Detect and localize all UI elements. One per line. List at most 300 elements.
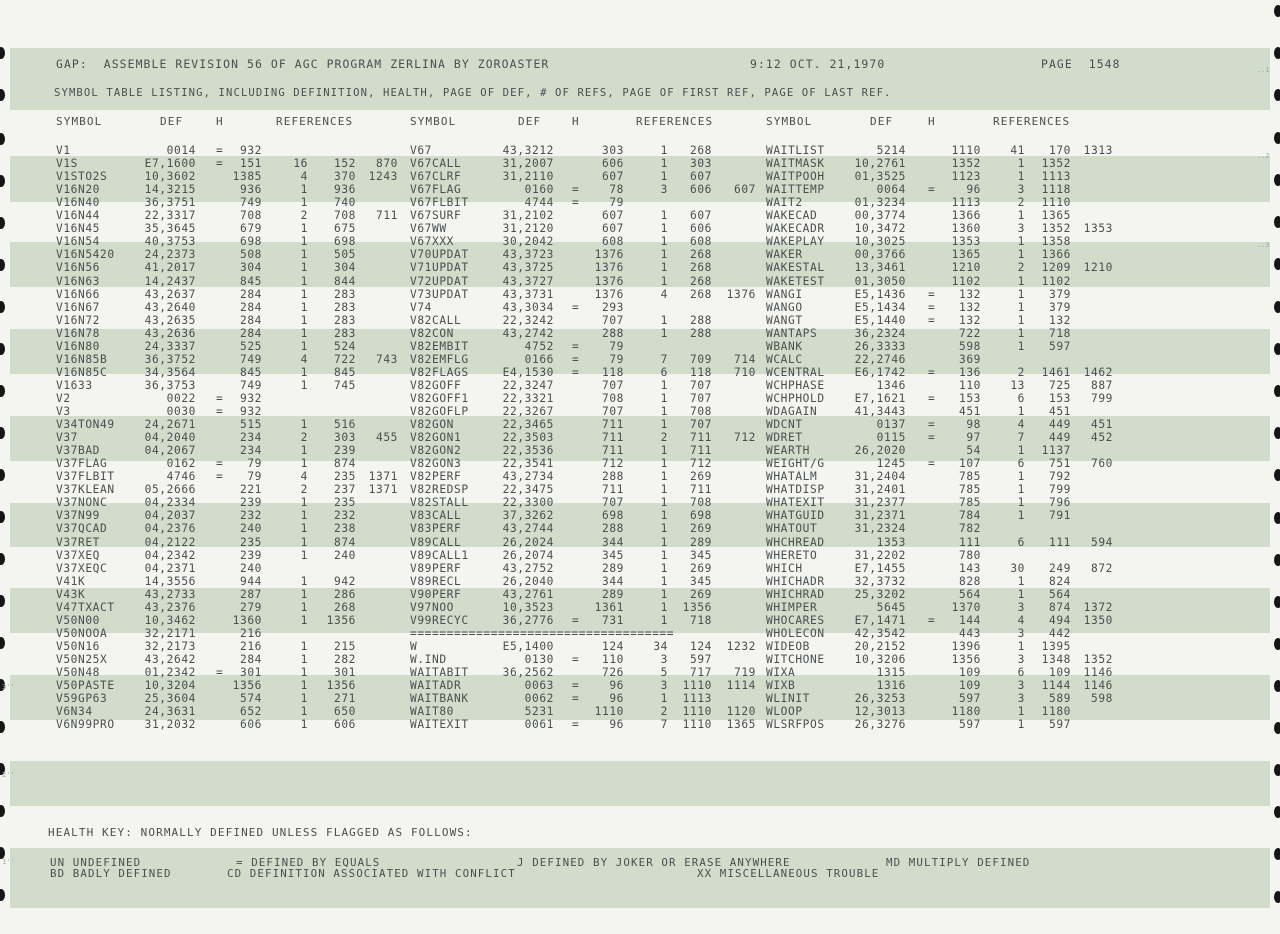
page-of-def: 711 [601, 418, 624, 432]
definition: E5,1400 [502, 639, 554, 653]
symbol-name: V89CALL [410, 535, 462, 549]
definition: 36,2324 [854, 326, 906, 340]
ref-count: 1 [660, 483, 668, 497]
table-row [0, 483, 1280, 496]
ref-count: 1 [1017, 574, 1025, 588]
ref-count: 1 [300, 365, 308, 379]
definition: 32,2171 [144, 626, 196, 640]
health-flag: = [928, 431, 936, 445]
health-flag: = [572, 183, 580, 197]
definition: 43,2636 [144, 326, 196, 340]
definition: 22,3247 [502, 378, 554, 392]
page-of-def: 1110 [951, 144, 981, 157]
ref-count: 1 [300, 274, 308, 288]
symbol-name: V50N48 [56, 666, 101, 679]
page-of-def: 124 [601, 639, 624, 653]
page-of-def: 845 [239, 274, 262, 288]
feed-hole [1274, 806, 1280, 818]
ref-count: 1 [300, 196, 308, 210]
page-of-def: 607 [601, 170, 624, 184]
page-of-def: 607 [601, 209, 624, 223]
ref-count: 1 [300, 548, 308, 562]
first-ref-page: 1110 [1041, 196, 1071, 210]
first-ref-page: 271 [333, 692, 356, 706]
page-of-def: 1376 [594, 261, 624, 275]
definition: 31,2102 [502, 209, 554, 223]
col-header-symbol: SYMBOL [766, 115, 813, 128]
table-row [0, 353, 1280, 366]
table-row [0, 601, 1280, 614]
page-of-def: 608 [601, 235, 624, 249]
ref-count: 1 [300, 287, 308, 301]
first-ref-page: 282 [333, 652, 356, 666]
symbol-name: V1S [56, 157, 79, 171]
table-row [0, 614, 1280, 627]
table-row [0, 457, 1280, 470]
first-ref-page: 597 [1048, 718, 1071, 732]
ref-count: 1 [1017, 639, 1025, 653]
symbol-name: V82REDSP [410, 483, 469, 497]
first-ref-page: 1180 [1041, 705, 1071, 719]
last-ref-page: 799 [1090, 391, 1113, 405]
ref-count: 1 [300, 235, 308, 249]
page-of-def: 525 [239, 339, 262, 353]
definition: 1316 [876, 679, 906, 693]
health-flag: = [572, 613, 580, 627]
health-flag: = [216, 457, 224, 471]
definition: 22,3321 [502, 391, 554, 405]
table-row [0, 301, 1280, 314]
last-ref-page: 598 [1090, 692, 1113, 706]
definition: 1353 [876, 535, 906, 549]
ref-count: 7 [660, 352, 668, 366]
page-of-def: 1376 [594, 287, 624, 301]
ref-count: 1 [1017, 209, 1025, 223]
definition: 36,2776 [502, 613, 554, 627]
symbol-name: V82GON1 [410, 431, 462, 445]
page-of-def: 932 [239, 405, 262, 418]
last-ref-page: 1243 [368, 170, 398, 184]
symbol-name: V3 [56, 405, 71, 418]
definition: E7,1600 [144, 157, 196, 171]
definition: 10,3602 [144, 170, 196, 184]
symbol-name: WAITPOOH [766, 170, 825, 184]
first-ref-page: 874 [333, 535, 356, 549]
health-flag: = [928, 183, 936, 197]
definition: 14,3215 [144, 183, 196, 197]
ref-count: 16 [293, 157, 308, 171]
symbol-name: V16N80 [56, 339, 101, 353]
symbol-name: V83PERF [410, 522, 462, 536]
ref-count: 1 [660, 509, 668, 523]
last-ref-page: 1462 [1083, 365, 1113, 379]
first-ref-page: 1102 [1041, 274, 1071, 288]
definition: E4,1530 [502, 365, 554, 379]
first-ref-page: 711 [689, 431, 712, 445]
definition: 43,3731 [502, 287, 554, 301]
symbol-name: WHATEXIT [766, 496, 825, 510]
page-of-def: 54 [966, 444, 981, 458]
ref-count: 1 [1017, 718, 1025, 732]
symbol-name: V67FLAG [410, 183, 462, 197]
page-of-def: 221 [239, 483, 262, 497]
symbol-name: WAIT2 [766, 196, 803, 210]
definition: 32,2173 [144, 639, 196, 653]
first-ref-page: 283 [333, 287, 356, 301]
page-of-def: 288 [601, 470, 624, 484]
symbol-name: V43K [56, 587, 86, 601]
page-of-def: 443 [958, 626, 981, 640]
first-ref-page: 717 [689, 666, 712, 679]
page-of-def: 698 [239, 235, 262, 249]
ref-count: 1 [1017, 405, 1025, 418]
ref-count: 3 [1017, 652, 1025, 666]
first-ref-page: 1356 [682, 600, 712, 614]
page-of-def: 216 [239, 639, 262, 653]
symbol-name: V37NONC [56, 496, 108, 510]
health-flag: = [572, 300, 580, 314]
first-ref-page: 824 [1048, 574, 1071, 588]
page-of-def: 344 [601, 535, 624, 549]
margin-mark: 2'' [2, 771, 15, 779]
page-of-def: 828 [958, 574, 981, 588]
page-of-def: 1366 [951, 209, 981, 223]
table-row [0, 627, 1280, 640]
definition: 12,3013 [854, 705, 906, 719]
first-ref-page: 597 [1048, 339, 1071, 353]
first-ref-page: 1110 [682, 705, 712, 719]
health-flag: = [928, 300, 936, 314]
page-of-def: 287 [239, 587, 262, 601]
first-ref-page: 1395 [1041, 639, 1071, 653]
first-ref-page: 607 [689, 170, 712, 184]
feed-hole [1274, 764, 1280, 776]
health-key-un: UN UNDEFINED [50, 856, 142, 869]
page-of-def: 284 [239, 326, 262, 340]
definition: 0063 [524, 679, 554, 693]
ref-count: 1 [660, 144, 668, 157]
first-ref-page: 874 [333, 457, 356, 471]
last-ref-page: 1353 [1083, 222, 1113, 236]
definition: 05,2666 [144, 483, 196, 497]
symbol-name: V1633 [56, 378, 93, 392]
first-ref-page: 725 [1048, 378, 1071, 392]
first-ref-page: 109 [1048, 666, 1071, 679]
health-key-bd: BD BADLY DEFINED [50, 867, 172, 880]
page-of-def: 96 [609, 679, 624, 693]
symbol-name: V82GOFF [410, 378, 462, 392]
ref-count: 1 [660, 561, 668, 575]
definition: 1315 [876, 666, 906, 679]
definition: 4744 [524, 196, 554, 210]
definition: 26,3253 [854, 692, 906, 706]
page-of-def: 1361 [594, 600, 624, 614]
ref-count: 6 [1017, 391, 1025, 405]
page-of-def: 711 [601, 444, 624, 458]
definition: 5214 [876, 144, 906, 157]
definition: 24,3337 [144, 339, 196, 353]
table-row [0, 235, 1280, 248]
page-of-def: 1113 [951, 196, 981, 210]
definition: 04,2334 [144, 496, 196, 510]
run-timestamp: 9:12 OCT. 21,1970 [750, 57, 886, 71]
first-ref-page: 1137 [1041, 444, 1071, 458]
table-row [0, 314, 1280, 327]
table-row [0, 340, 1280, 353]
definition: 0030 [166, 405, 196, 418]
margin-mark: ..1 [1257, 66, 1270, 74]
first-ref-page: 303 [333, 431, 356, 445]
definition: E7,1621 [854, 391, 906, 405]
health-flag: = [216, 470, 224, 484]
symbol-name: WHIMPER [766, 600, 818, 614]
page-of-def: 235 [239, 535, 262, 549]
page-of-def: 79 [609, 196, 624, 210]
ref-count: 1 [660, 209, 668, 223]
definition: 22,2746 [854, 352, 906, 366]
col-header-references: REFERENCES [636, 115, 714, 128]
ref-count: 1 [300, 535, 308, 549]
table-row [0, 157, 1280, 170]
first-ref-page: 286 [333, 587, 356, 601]
symbol-name: WBANK [766, 339, 803, 353]
page-of-def: 303 [601, 144, 624, 157]
symbol-name: V1STO2S [56, 170, 108, 184]
symbol-name: V37FLBIT [56, 470, 115, 484]
page-of-def: 144 [958, 613, 981, 627]
first-ref-page: 799 [1048, 483, 1071, 497]
page-of-def: 109 [958, 679, 981, 693]
last-ref-page: 1371 [368, 470, 398, 484]
ref-count: 1 [660, 470, 668, 484]
symbol-name: WHATALM [766, 470, 818, 484]
symbol-name: V16N66 [56, 287, 101, 301]
definition: 10,3462 [144, 613, 196, 627]
margin-mark: ..2 [1257, 152, 1270, 160]
symbol-name: V16N67 [56, 300, 101, 314]
page-of-def: 97 [966, 431, 981, 445]
ref-count: 4 [300, 170, 308, 184]
ref-count: 1 [300, 705, 308, 719]
page-of-def: 606 [239, 718, 262, 732]
ref-count: 1 [300, 600, 308, 614]
first-ref-page: 650 [333, 705, 356, 719]
page-of-def: 240 [239, 522, 262, 536]
col-header-h: H [216, 115, 224, 128]
symbol-name: WHERETO [766, 548, 818, 562]
first-ref-page: 708 [689, 405, 712, 418]
first-ref-page: 751 [1048, 457, 1071, 471]
health-key-joker: J DEFINED BY JOKER OR ERASE ANYWHERE [517, 856, 791, 869]
first-ref-page: 791 [1048, 509, 1071, 523]
definition: 10,2761 [854, 157, 906, 171]
ref-count: 1 [660, 378, 668, 392]
first-ref-page: 1356 [326, 679, 356, 693]
page-of-def: 79 [247, 457, 262, 471]
first-ref-page: 269 [689, 561, 712, 575]
first-ref-page: 240 [333, 548, 356, 562]
definition: 26,2020 [854, 444, 906, 458]
first-ref-page: 170 [1048, 144, 1071, 157]
table-row [0, 405, 1280, 418]
definition: 0115 [876, 431, 906, 445]
page-of-def: 369 [958, 352, 981, 366]
first-ref-page: 718 [1048, 326, 1071, 340]
first-ref-page: 268 [689, 261, 712, 275]
ref-count: 1 [1017, 235, 1025, 249]
page-of-def: 96 [609, 692, 624, 706]
definition: 40,3753 [144, 235, 196, 249]
definition: 43,2742 [502, 326, 554, 340]
page-of-def: 96 [609, 718, 624, 732]
definition: 32,3732 [854, 574, 906, 588]
health-flag: = [928, 418, 936, 432]
page-of-def: 301 [239, 666, 262, 679]
first-ref-page: 1366 [1041, 248, 1071, 262]
page-of-def: 708 [239, 209, 262, 223]
symbol-name: V90PERF [410, 587, 462, 601]
page-of-def: 289 [601, 587, 624, 601]
symbol-name: WAITLIST [766, 144, 825, 157]
ref-count: 2 [1017, 365, 1025, 379]
health-flag: = [928, 613, 936, 627]
ref-count: 1 [300, 639, 308, 653]
page-of-def: 698 [601, 509, 624, 523]
table-row [0, 196, 1280, 209]
first-ref-page: 1209 [1041, 261, 1071, 275]
definition: 04,2376 [144, 522, 196, 536]
last-ref-page: 594 [1090, 535, 1113, 549]
first-ref-page: 269 [689, 522, 712, 536]
symbol-name: WHICHRAD [766, 587, 825, 601]
page-of-def: 785 [958, 496, 981, 510]
page-of-def: 232 [239, 509, 262, 523]
page-of-def: 726 [601, 666, 624, 679]
definition: 31,2371 [854, 509, 906, 523]
definition: E5,1440 [854, 313, 906, 327]
health-flag: = [928, 313, 936, 327]
ref-count: 1 [300, 418, 308, 432]
feed-hole [1274, 47, 1280, 59]
first-ref-page: 152 [333, 157, 356, 171]
definition: 0166 [524, 352, 554, 366]
definition: 36,3751 [144, 196, 196, 210]
ref-count: 2 [300, 209, 308, 223]
definition: 0160 [524, 183, 554, 197]
definition: 31,2324 [854, 522, 906, 536]
first-ref-page: 1113 [682, 692, 712, 706]
symbol-name: ==================================== [410, 626, 675, 640]
page-of-def: 607 [601, 222, 624, 236]
table-row [0, 549, 1280, 562]
table-row [0, 653, 1280, 666]
definition: 0162 [166, 457, 196, 471]
last-ref-page: 451 [1090, 418, 1113, 432]
first-ref-page: 675 [333, 222, 356, 236]
page-of-def: 936 [239, 183, 262, 197]
definition: 10,3025 [854, 235, 906, 249]
symbol-name: V67FLBIT [410, 196, 469, 210]
symbol-name: WAITABIT [410, 666, 469, 679]
page-of-def: 1376 [594, 248, 624, 262]
ref-count: 1 [660, 522, 668, 536]
ref-count: 13 [1010, 378, 1025, 392]
symbol-name: WHOCARES [766, 613, 825, 627]
first-ref-page: 1356 [326, 613, 356, 627]
page-of-def: 234 [239, 431, 262, 445]
symbol-name: WIDEOB [766, 639, 811, 653]
health-flag: = [928, 287, 936, 301]
ref-count: 2 [660, 431, 668, 445]
ref-count: 1 [1017, 157, 1025, 171]
ref-count: 6 [660, 365, 668, 379]
first-ref-page: 153 [1048, 391, 1071, 405]
page-of-def: 132 [958, 287, 981, 301]
definition: 43,3212 [502, 144, 554, 157]
page-of-def: 153 [958, 391, 981, 405]
page-of-def: 1376 [594, 274, 624, 288]
last-ref-page: 1114 [726, 679, 756, 693]
definition: 37,3262 [502, 509, 554, 523]
ref-count: 4 [660, 287, 668, 301]
page-of-def: 749 [239, 196, 262, 210]
first-ref-page: 449 [1048, 418, 1071, 432]
ref-count: 1 [660, 248, 668, 262]
definition: 13,3461 [854, 261, 906, 275]
page-of-def: 1356 [232, 679, 262, 693]
health-flag: = [572, 352, 580, 366]
ref-count: 2 [1017, 196, 1025, 210]
definition: 22,3465 [502, 418, 554, 432]
page-of-def: 944 [239, 574, 262, 588]
health-flag: = [216, 405, 224, 418]
symbol-name: V37XEQC [56, 561, 108, 575]
page-of-def: 151 [239, 157, 262, 171]
ref-count: 1 [300, 679, 308, 693]
first-ref-page: 451 [1048, 405, 1071, 418]
ref-count: 1 [660, 405, 668, 418]
symbol-name: V89PERF [410, 561, 462, 575]
definition: 01,3525 [854, 170, 906, 184]
symbol-name: V16N54 [56, 235, 101, 249]
first-ref-page: 516 [333, 418, 356, 432]
margin-mark: ..3 [1257, 241, 1270, 249]
ref-count: 3 [1017, 626, 1025, 640]
symbol-name: V50N00 [56, 613, 101, 627]
table-row [0, 288, 1280, 301]
page-of-def: 597 [958, 692, 981, 706]
definition: 22,3317 [144, 209, 196, 223]
table-row [0, 562, 1280, 575]
page-of-def: 79 [609, 352, 624, 366]
ref-count: 1 [300, 666, 308, 679]
first-ref-page: 711 [689, 444, 712, 458]
symbol-name: WAITMASK [766, 157, 825, 171]
page-of-def: 284 [239, 652, 262, 666]
table-row [0, 470, 1280, 483]
page-of-def: 1102 [951, 274, 981, 288]
definition: 0064 [876, 183, 906, 197]
page-of-def: 932 [239, 144, 262, 157]
page-of-def: 1365 [951, 248, 981, 262]
page-of-def: 564 [958, 587, 981, 601]
symbol-name: V99RECYC [410, 613, 469, 627]
page-of-def: 731 [601, 613, 624, 627]
ref-count: 1 [300, 718, 308, 732]
health-flag: = [572, 718, 580, 732]
definition: 42,3542 [854, 626, 906, 640]
definition: 43,2733 [144, 587, 196, 601]
